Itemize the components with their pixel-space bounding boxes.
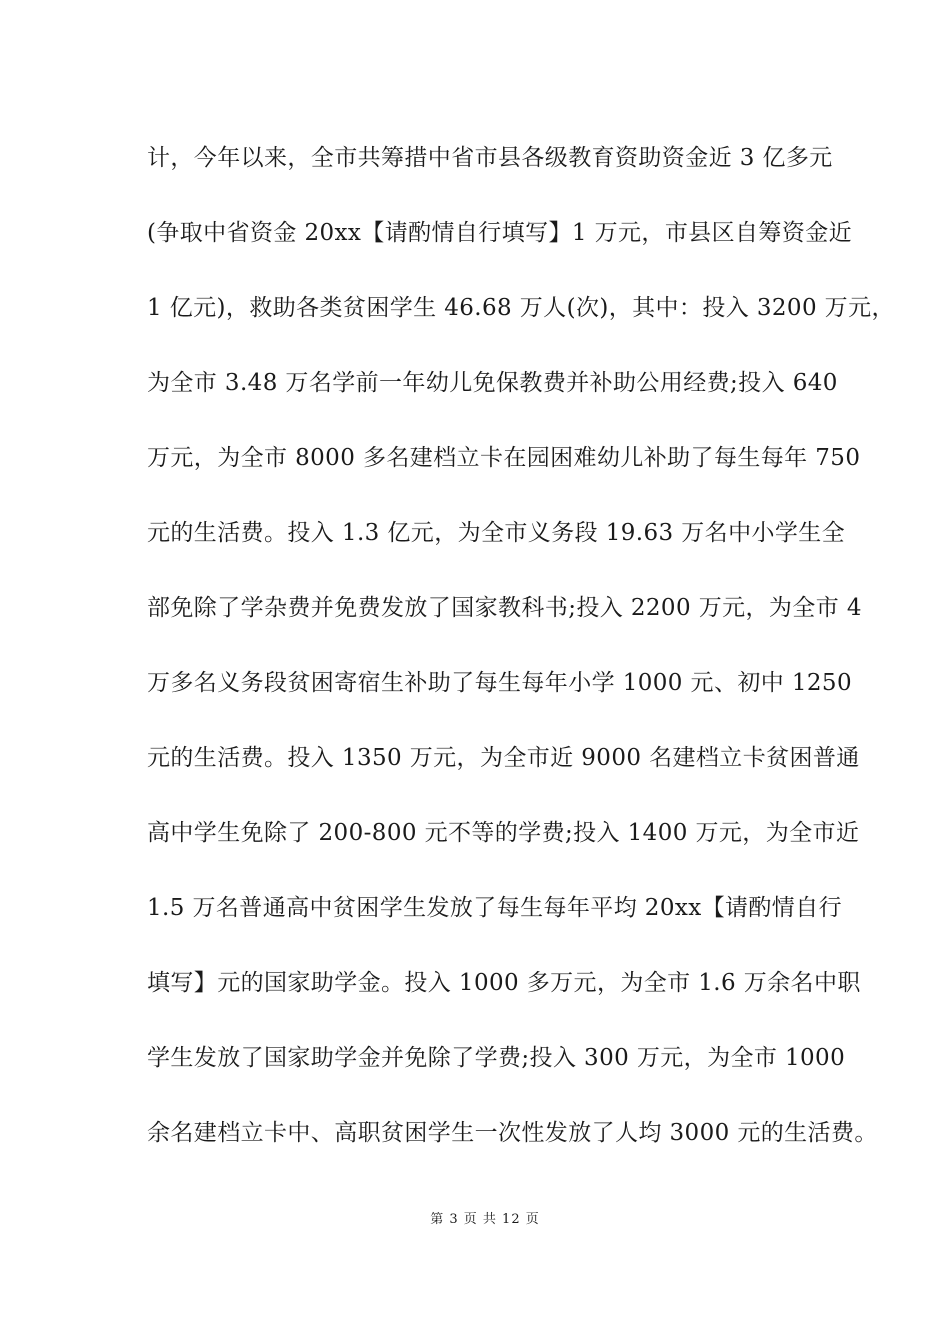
text-line: 部免除了学杂费并免费发放了国家教科书;投入 2200 万元，为全市 4 [147, 595, 862, 621]
text-line: (争取中省资金 20xx【请酌情自行填写】1 万元，市县区自筹资金近 [147, 220, 853, 246]
text-line: 高中学生免除了 200-800 元不等的学费;投入 1400 万元，为全市近 [147, 820, 860, 846]
text-line: 1.5 万名普通高中贫困学生发放了每生每年平均 20xx【请酌情自行 [147, 895, 843, 921]
text-line: 元的生活费。投入 1350 万元，为全市近 9000 名建档立卡贫困普通 [147, 745, 860, 771]
text-line: 计，今年以来，全市共筹措中省市县各级教育资助资金近 3 亿多元 [147, 145, 833, 171]
text-line: 万多名义务段贫困寄宿生补助了每生每年小学 1000 元、初中 1250 [147, 670, 852, 696]
body-paragraph [147, 136, 895, 1186]
text-line: 元的生活费。投入 1.3 亿元，为全市义务段 19.63 万名中小学生全 [147, 520, 846, 546]
text-line: 学生发放了国家助学金并免除了学费;投入 300 万元，为全市 1000 [147, 1045, 846, 1071]
text-line: 1 亿元)，救助各类贫困学生 46.68 万人(次)，其中：投入 3200 万元， [147, 295, 895, 321]
text-line: 万元，为全市 8000 多名建档立卡在园困难幼儿补助了每生每年 750 [147, 445, 861, 471]
text-line: 为全市 3.48 万名学前一年幼儿免保教费并补助公用经费;投入 640 [147, 370, 838, 396]
text-line: 填写】元的国家助学金。投入 1000 多万元，为全市 1.6 万余名中职 [147, 970, 861, 996]
page-number-footer: 第 3 页 共 12 页 [430, 1212, 540, 1227]
text-line: 余名建档立卡中、高职贫困学生一次性发放了人均 3000 元的生活费。 [147, 1120, 878, 1146]
